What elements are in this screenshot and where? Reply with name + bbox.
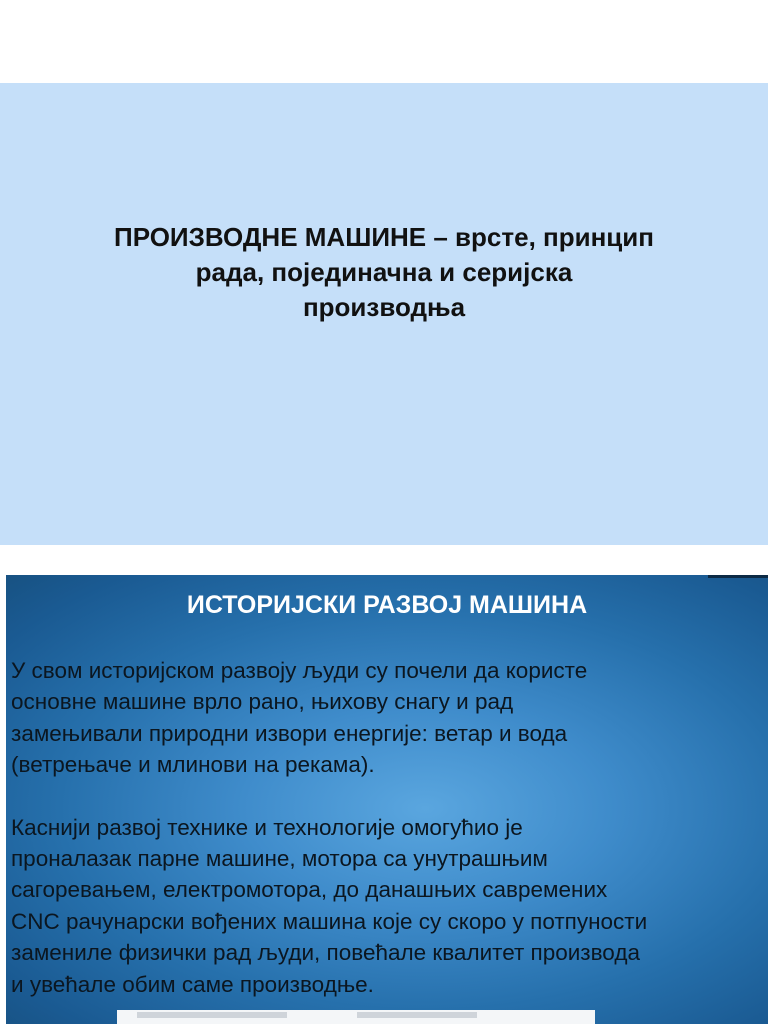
- slide-title-line: ПРОИЗВОДНЕ МАШИНЕ – врсте, принцип: [114, 222, 654, 252]
- next-slide-image-preview: [117, 1010, 595, 1024]
- text-line: сагоревањем, електромотора, до данашњих савремених: [11, 877, 608, 903]
- text-line: CNC рачунарски вођених машина које су скоро у потпуности: [11, 908, 648, 934]
- paragraph-1: [11, 655, 768, 781]
- text-line: Каснији развој технике и технологије омогућио је: [11, 814, 523, 840]
- text-line: и увећале обим саме производње.: [11, 971, 374, 997]
- text-line: замењивали природни извори енергије: ветар и вода: [11, 720, 568, 746]
- slide-title-line: производња: [302, 292, 466, 322]
- text-line: основне машине врло рано, њихову снагу и рад: [11, 689, 514, 715]
- slide-title: [30, 220, 738, 325]
- text-line: замениле физички рад људи, повећале квалитет производа: [11, 940, 640, 966]
- history-slide-title: ИСТОРИЈСКИ РАЗВОЈ МАШИНА: [186, 591, 588, 619]
- text-line: У свом историјском развоју људи су почели да користе: [11, 658, 588, 683]
- title-slide: [0, 83, 768, 545]
- paragraph-2: [11, 812, 768, 1000]
- image-fragment: [137, 1012, 287, 1018]
- text-line: проналазак парне машине, мотора са унутрашњим: [11, 846, 548, 872]
- slide-title-line: рада, појединачна и серијска: [195, 257, 573, 287]
- text-line: (ветрењаче и млинови на рекама).: [11, 752, 375, 778]
- history-slide: [6, 575, 768, 1024]
- image-fragment: [357, 1012, 477, 1018]
- slide-corner-mark: [708, 575, 768, 578]
- history-slide-body: [11, 655, 768, 1024]
